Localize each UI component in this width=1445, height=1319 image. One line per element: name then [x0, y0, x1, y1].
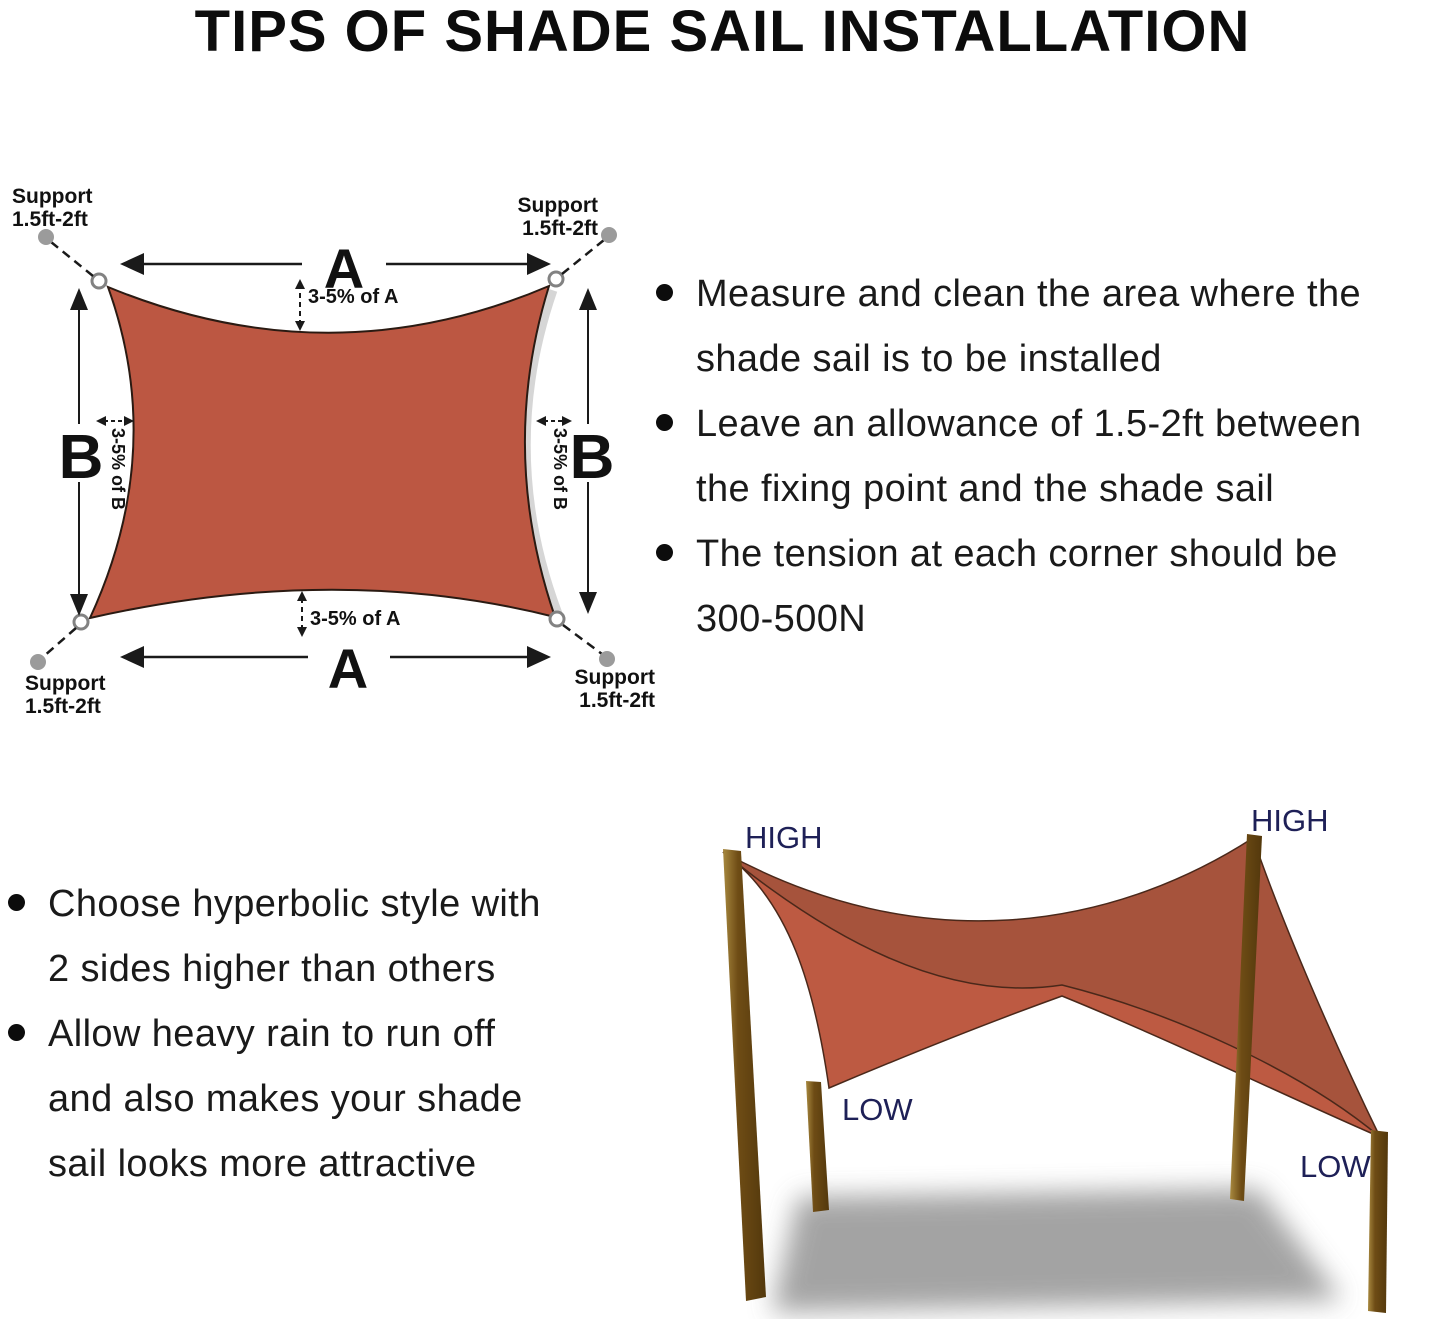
list-item	[2, 872, 642, 1002]
support-line-bottom-right	[563, 625, 602, 654]
high-label-left: HIGH	[745, 820, 823, 855]
tip-text: Choose hyperbolic style with	[48, 883, 541, 925]
dim-b-right-uparrow-icon	[579, 288, 597, 310]
high-label-right: HIGH	[1251, 803, 1329, 838]
support-label-bottom-left-1: Support	[25, 672, 106, 695]
low-label-left: LOW	[842, 1092, 913, 1127]
low-label-right: LOW	[1300, 1149, 1371, 1184]
post-high-left	[723, 849, 766, 1301]
support-dot-bottom-left	[30, 654, 46, 670]
bullet-dot-icon	[656, 544, 673, 561]
dim-a-top-label: A	[323, 237, 365, 300]
dim-b-right-label: B	[569, 423, 615, 492]
tip-text: Measure and clean the area where the	[696, 273, 1362, 315]
arrowhead-right-icon	[527, 646, 551, 668]
sail-shape	[90, 286, 555, 618]
sail-ground-shadow	[772, 1189, 1342, 1312]
support-dot-bottom-right	[599, 651, 615, 667]
post-low-right	[1368, 1130, 1388, 1313]
dim-b-left-uparrow-icon	[70, 288, 88, 310]
tip-text: sail looks more attractive	[48, 1143, 477, 1185]
support-dot-top-right	[601, 227, 617, 243]
sag-a-bottom-uparrow-icon	[297, 591, 307, 601]
sag-a-top-downarrow-icon	[295, 321, 305, 331]
dim-b-right-downarrow-icon	[579, 592, 597, 614]
list-item	[650, 522, 1445, 652]
style-tips-list	[2, 872, 642, 1197]
bullet-dot-icon	[8, 1024, 25, 1041]
dim-b-left-label: B	[58, 423, 104, 492]
corner-ring-bottom-left	[74, 615, 88, 629]
bullet-dot-icon	[656, 284, 673, 301]
corner-ring-top-right	[549, 272, 563, 286]
corner-ring-top-left	[92, 274, 106, 288]
support-line-top-left	[51, 242, 93, 276]
tip-text: 300-500N	[696, 598, 867, 640]
bullet-dot-icon	[656, 414, 673, 431]
list-item	[650, 392, 1445, 522]
tip-text: Leave an allowance of 1.5-2ft between	[696, 403, 1362, 445]
tip-text: the fixing point and the shade sail	[696, 468, 1275, 510]
dim-b-left-downarrow-icon	[70, 594, 88, 616]
tip-text: and also makes your shade	[48, 1078, 523, 1120]
sag-a-top-uparrow-icon	[295, 279, 305, 289]
list-item	[650, 262, 1445, 392]
support-label-top-right-2: 1.5ft-2ft	[522, 217, 598, 240]
sag-a-bottom-label: 3-5% of A	[310, 608, 401, 630]
sag-b-right-arrow-l-icon	[536, 416, 546, 426]
arrowhead-left-icon	[120, 646, 144, 668]
installation-tips-list	[650, 262, 1445, 652]
arrowhead-right-icon	[527, 253, 551, 275]
dim-a-bottom-label: A	[327, 637, 369, 700]
shade-sail-measurement-diagram	[0, 170, 670, 745]
support-label-top-left-2: 1.5ft-2ft	[12, 208, 88, 231]
support-label-bottom-left-2: 1.5ft-2ft	[25, 695, 101, 718]
tip-text: Allow heavy rain to run off	[48, 1013, 496, 1055]
support-label-top-right-1: Support	[517, 194, 598, 217]
support-label-bottom-right-2: 1.5ft-2ft	[579, 689, 655, 712]
bullet-dot-icon	[8, 894, 25, 911]
tip-text: The tension at each corner should be	[696, 533, 1338, 575]
support-label-bottom-right-1: Support	[574, 666, 655, 689]
support-line-bottom-left	[43, 628, 76, 657]
support-label-top-left-1: Support	[12, 185, 93, 208]
list-item	[2, 1002, 642, 1197]
tip-text: 2 sides higher than others	[48, 948, 496, 990]
sag-a-top-label: 3-5% of A	[308, 286, 399, 308]
tip-text: shade sail is to be installed	[696, 338, 1162, 380]
support-dot-top-left	[38, 229, 54, 245]
sag-b-left-label: 3-5% of B	[108, 428, 128, 511]
arrowhead-left-icon	[120, 253, 144, 275]
post-low-left	[806, 1081, 829, 1212]
page-title: TIPS OF SHADE SAIL INSTALLATION	[194, 0, 1251, 64]
hyperbolic-sail-illustration	[680, 780, 1445, 1319]
corner-ring-bottom-right	[550, 612, 564, 626]
sag-b-right-label: 3-5% of B	[550, 428, 570, 511]
sag-a-bottom-downarrow-icon	[297, 627, 307, 637]
support-line-top-right	[562, 240, 604, 274]
